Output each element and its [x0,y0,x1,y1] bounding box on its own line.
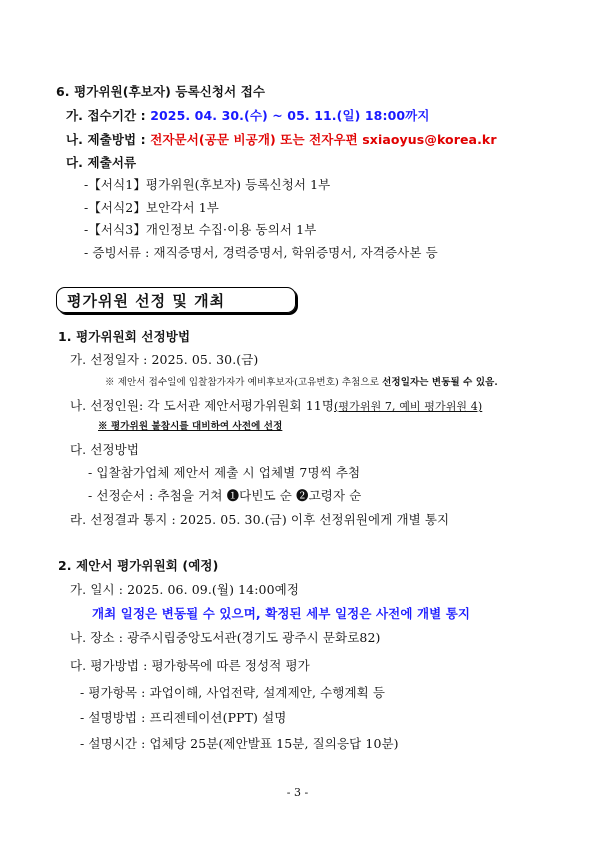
evaluation-method: 다. 평가방법 : 평가항목에 따른 정성적 평가 [70,658,310,673]
selection-count-text: 나. 선정인원: 각 도서관 제안서평가위원회 11명 [70,398,335,413]
selection-result-notice: 라. 선정결과 통지 : 2025. 05. 30.(금) 이후 선정위원에게 개별 통지 [70,512,450,527]
evaluation-item: - 설명시간 : 업체당 25분(제안발표 15분, 질의응답 10분) [80,736,399,751]
selection-procedure-item: - 입찰참가업체 제안서 제출 시 업체별 7명씩 추첨 [88,465,361,480]
selection-count-detail: (평가위원 7, 예비 평가위원 4) [334,400,483,413]
receipt-period [66,106,430,124]
doc-item: -【서식2】보안각서 1부 [84,200,219,215]
evaluation-schedule-note: 개최 일정은 변동될 수 있으며, 확정된 세부 일정은 사전에 개별 통지 [92,606,471,621]
selection-date-note-emphasis: 선정일자는 변동될 수 있음. [382,377,498,388]
evaluation-item: - 평가항목 : 과업이해, 사업전략, 설계제안, 수행계획 등 [80,685,386,700]
evaluation-committee-title: 2. 제안서 평가위원회 (예정) [58,558,219,573]
receipt-period-value: 2025. 04. 30.(수) ~ 05. 11.(일) 18:00까지 [150,108,430,123]
selection-procedure: 다. 선정방법 [70,442,140,457]
doc-item: - 증빙서류 : 재직증명서, 경력증명서, 학위증명서, 자격증사본 등 [84,245,438,260]
section-header-box [56,287,296,313]
submission-method [66,130,497,148]
section-6-title: 6. 평가위원(후보자) 등록신청서 접수 [56,84,266,99]
evaluation-venue: 나. 장소 : 광주시립중앙도서관(경기도 광주시 문화로82) [70,630,381,645]
selection-method-title: 1. 평가위원회 선정방법 [58,329,191,344]
submission-method-value: 전자문서(공문 비공개) 또는 전자우편 sxiaoyus@korea.kr [150,132,497,147]
section-header-title: 평가위원 선정 및 개최 [67,292,226,310]
selection-count [70,396,482,414]
page-number: - 3 - [286,786,309,799]
submission-docs-label: 다. 제출서류 [66,155,137,170]
selection-date-note [105,374,498,388]
submission-method-label: 나. 제출방법 : [66,132,151,147]
selection-procedure-item: - 선정순서 : 추첨을 거쳐 ❶다빈도 순 ❷고령자 순 [88,488,362,503]
selection-count-note: ※ 평가위원 불참시를 대비하여 사전에 선정 [98,421,283,432]
doc-item: -【서식1】평가위원(후보자) 등록신청서 1부 [84,177,331,192]
selection-date-note-text: ※ 제안서 접수일에 입찰참가자가 예비후보자(고유번호) 추첨으로 [105,377,383,388]
evaluation-datetime: 가. 일시 : 2025. 06. 09.(월) 14:00예정 [70,582,299,597]
doc-item: -【서식3】개인정보 수집·이용 동의서 1부 [84,222,317,237]
selection-date: 가. 선정일자 : 2025. 05. 30.(금) [70,352,259,367]
receipt-period-label: 가. 접수기간 : [66,108,151,123]
evaluation-item: - 설명방법 : 프리젠테이션(PPT) 설명 [80,710,287,725]
